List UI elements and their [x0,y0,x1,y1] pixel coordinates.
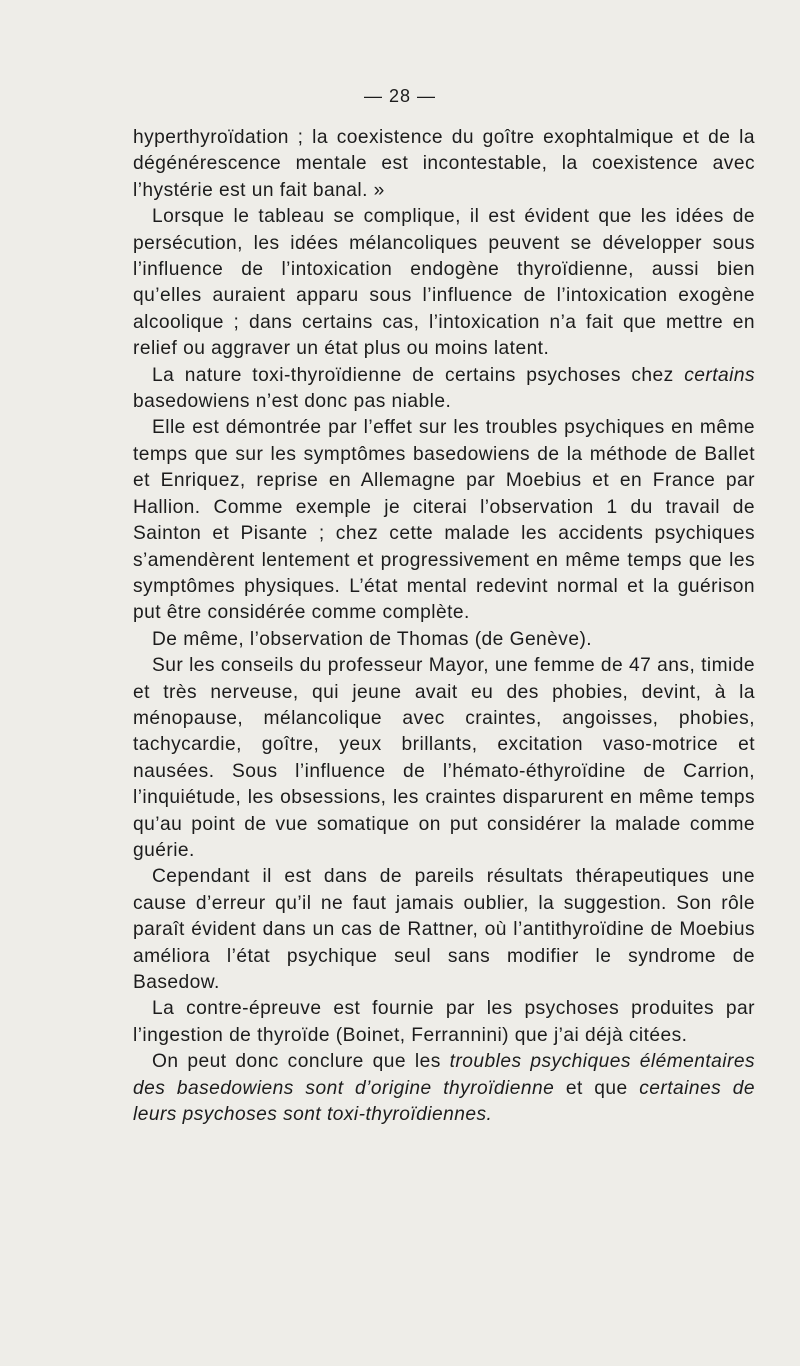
italic-text: certains [684,364,755,386]
paragraph [133,653,755,864]
paragraph [133,204,755,362]
text-run: basedowiens n’est donc pas niable. [133,391,452,413]
text-run: La contre-épreuve est fournie par les psychoses produites par l’ingestion de thyroïde (Boinet, Ferrannini) que j’ai déjà citées. [133,998,755,1046]
text-run: Elle est démontrée par l’effet sur les troubles psychiques en même temps que sur les symptômes basedowiens de la méthode de Ballet et Enriquez, reprise en Allemagne par Moebius et en France par Hallion. Comme exemple je citerai l’observation 1 du travail de Sainton et Pisante ; chez cette malade les accidents psychiques s’amendèrent lentement et progressivement en même temps que les symptômes physiques. L’état mental redevint normal et la guérison put être considérée comme complète. [133,417,755,624]
text-run: La nature toxi-thyroïdienne de certains psychoses chez [152,364,685,386]
paragraph [133,415,755,626]
paragraph [133,363,755,416]
text-run: On peut donc conclure que les [152,1051,450,1073]
italic-text: certaines de leurs psychoses sont toxi-thyroïdiennes. [133,1077,755,1126]
paragraph [133,864,755,996]
text-run: Cependant il est dans de pareils résultats thérapeutiques une cause d’erreur qu’il ne faut jamais oublier, la suggestion. Son rôle paraît évident dans un cas de Rattner, où l’antithyroïdine de Moebius améliora l’état psychique seul sans modifier le syndrome de Basedow. [133,866,755,993]
paragraph [133,627,755,653]
text-run: Sur les conseils du professeur Mayor, une femme de 47 ans, timide et très nerveuse, qui jeune avait eu des phobies, devint, à la ménopause, mélancolique avec craintes, angoisses, phobies, tachycardie, goître, yeux brillants, excitation vaso-motrice et nausées. Sous l’influence de l’hémato-éthyroïdine de Carrion, l’inquiétude, les obsessions, les craintes disparurent en même temps qu’au point de vue somatique on put considérer la malade comme guérie. [133,655,755,861]
paragraph [133,125,755,204]
text-run: Lorsque le tableau se complique, il est évident que les idées de persécution, les idées mélancoliques peuvent se développer sous l’influence de l’intoxication endogène thyroïdienne, aussi bien qu’elles auraient apparu sous l’influence de l’intoxication exogène alcoolique ; dans certains cas, l’intoxication n’a fait que mettre en relief ou aggraver un état plus ou moins latent. [133,206,755,360]
italic-text: troubles psychiques élémentaires des basedowiens sont d’origine thyroïdienne [133,1051,755,1099]
text-run: hyperthyroïdation ; la coexistence du goître exophtalmique et de la dégénérescence mentale est incontestable, la coexistence avec l’hystérie est un fait banal. » [133,127,755,201]
text-run: De même, l’observation de Thomas (de Genève). [152,628,593,650]
paragraph [133,1049,755,1128]
paragraph [133,996,755,1049]
text-run: et que [554,1077,640,1099]
body-text [133,125,755,1128]
page-number: — 28 — [363,86,437,106]
